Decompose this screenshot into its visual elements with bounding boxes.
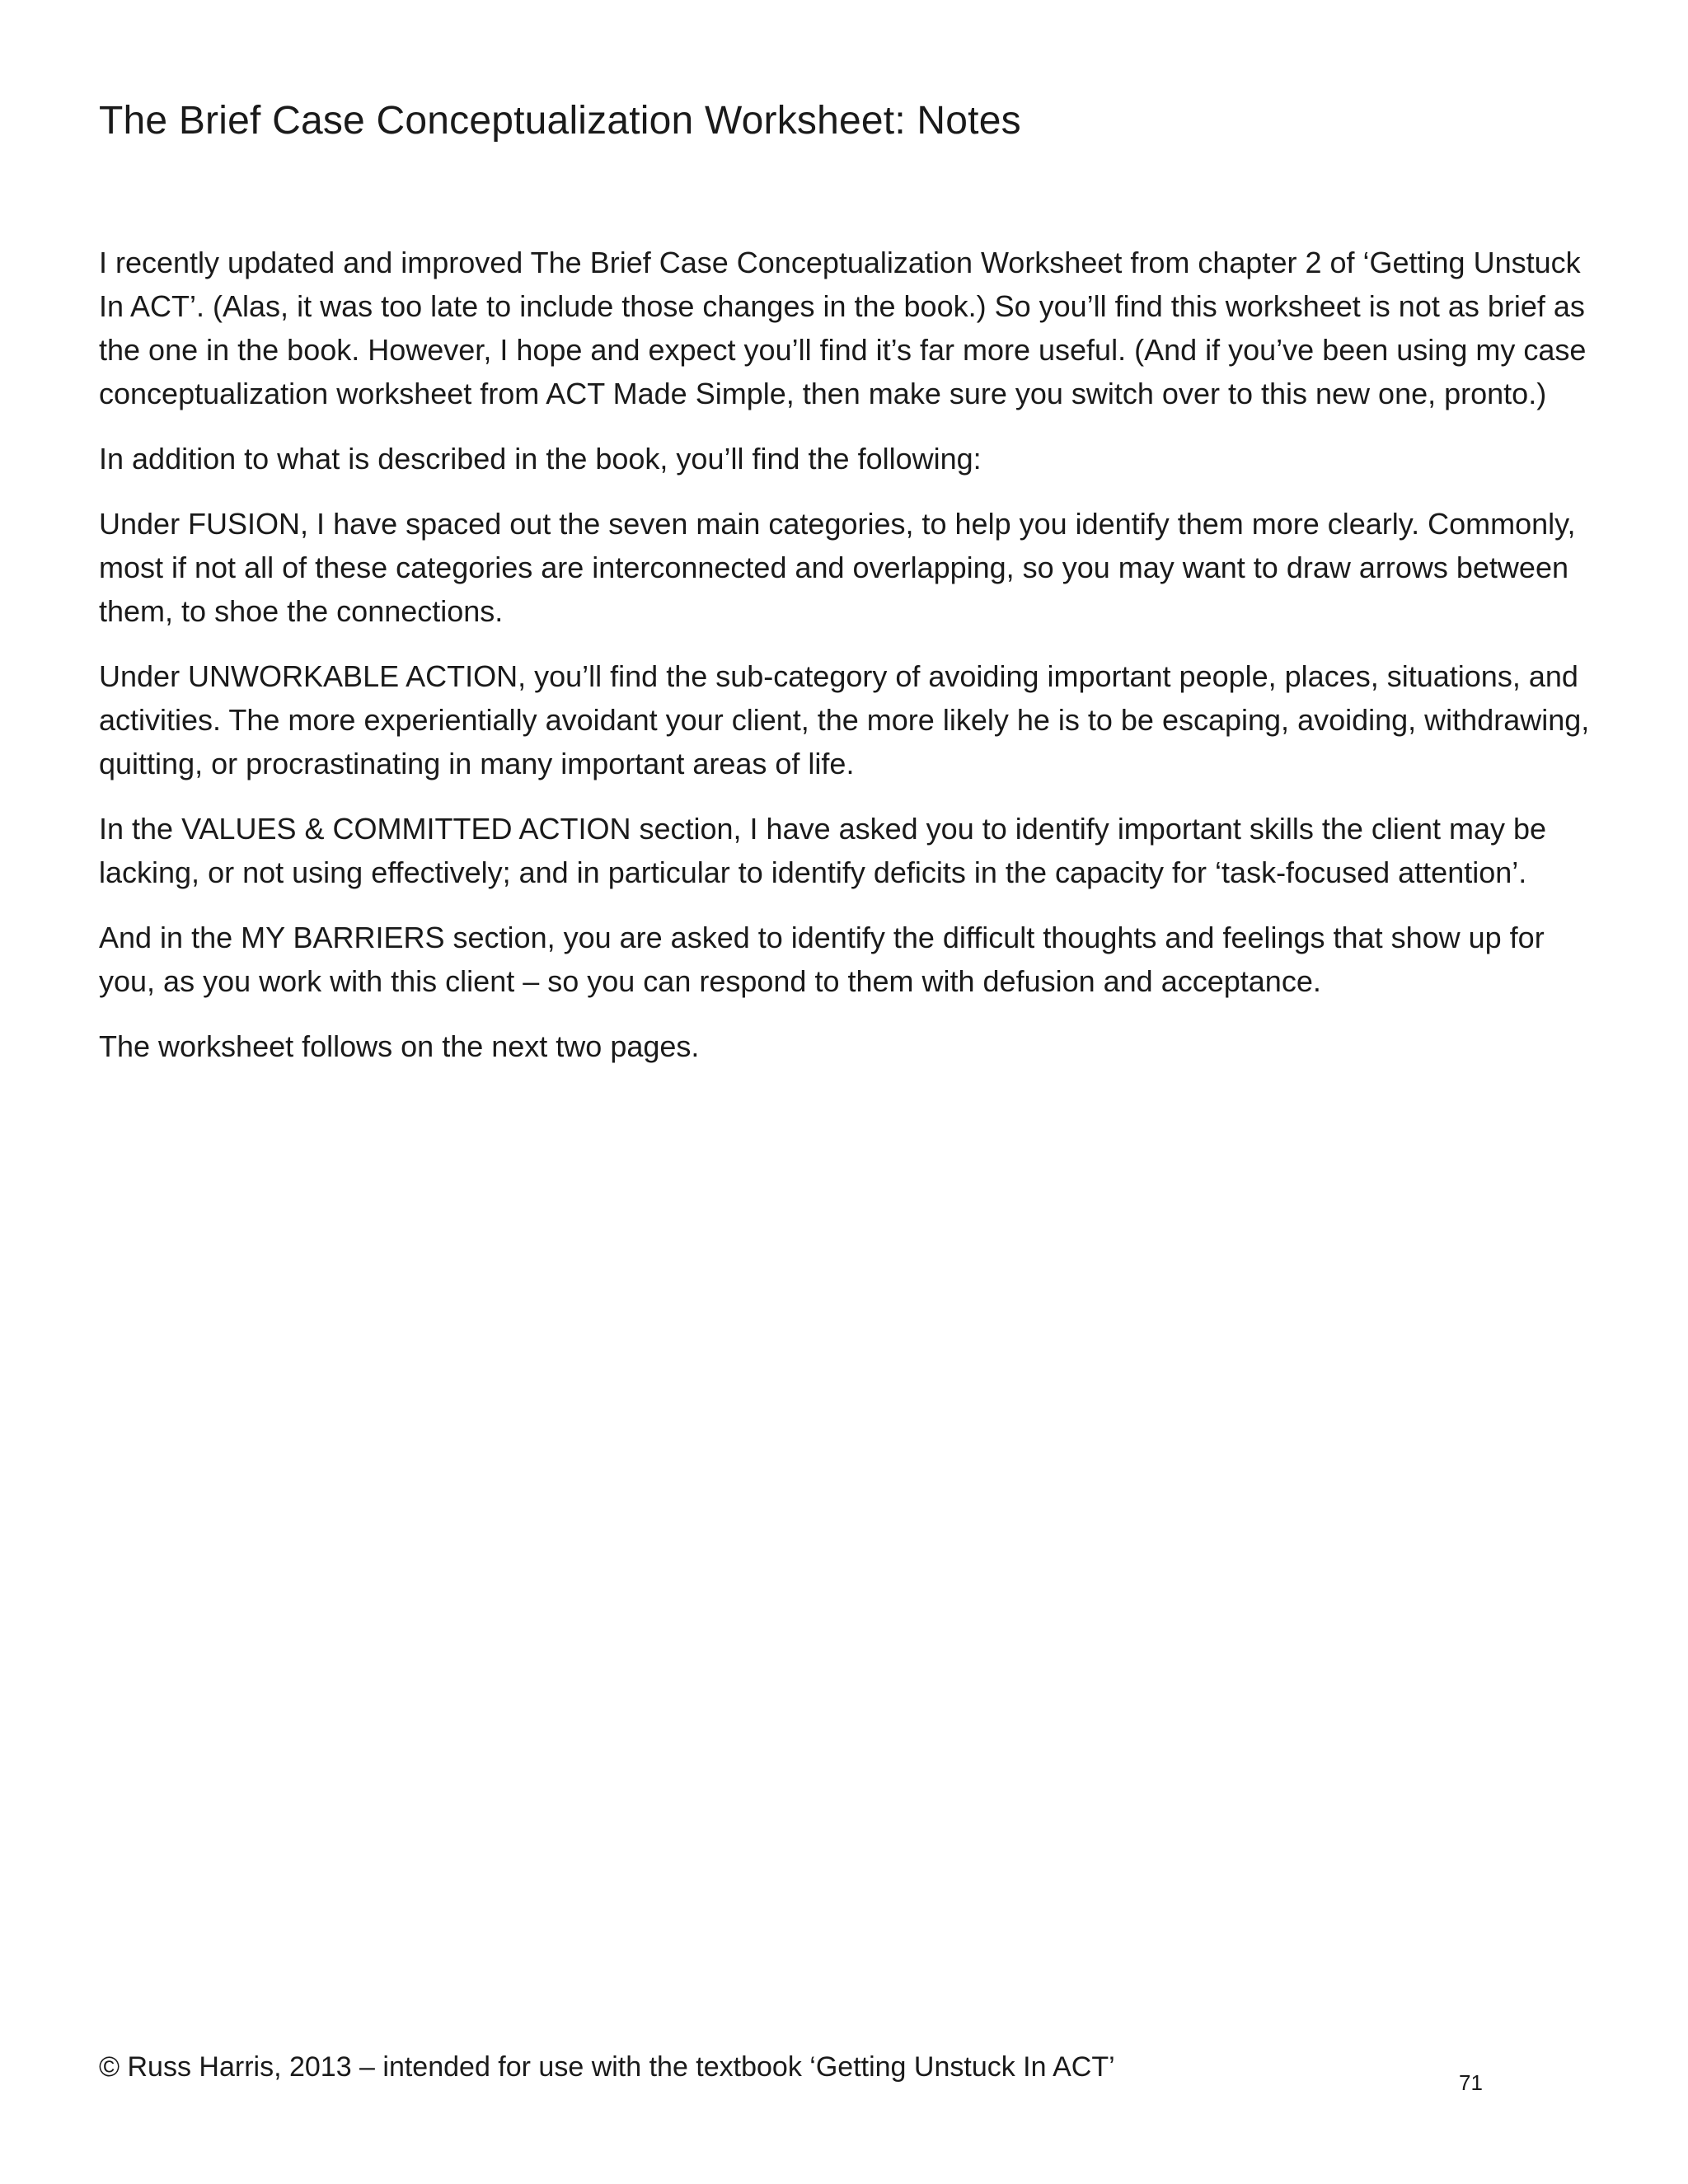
body-text xyxy=(99,241,1591,1090)
paragraph-intro: I recently updated and improved The Brief Case Conceptualization Worksheet from chapter 2 of ‘Getting Unstuck In ACT’. (Alas, it was too late to include those changes in the book.) So you’ll find this worksheet is not as brief as the one in the book. However, I hope and expect you’ll find it’s far more useful. (And if you’ve been using my case conceptualization worksheet from ACT Made Simple, then make sure you switch over to this new one, pronto.) xyxy=(99,246,1587,410)
page-title: The Brief Case Conceptualization Worksheet: Notes xyxy=(99,99,1021,143)
page-number: 71 xyxy=(1459,2070,1483,2095)
paragraph-addition: In addition to what is described in the book, you’ll find the following: xyxy=(99,442,982,476)
paragraph-unworkable-action: Under UNWORKABLE ACTION, you’ll find the sub-category of avoiding important people, places, situations, and activities. The more experientially avoidant your client, the more likely he is to be escaping, avoiding, withdrawing, quitting, or procrastinating in many important areas of life. xyxy=(99,659,1590,780)
paragraph-fusion: Under FUSION, I have spaced out the seven main categories, to help you identify them more clearly. Commonly, most if not all of these categories are interconnected and overlapping, so you may want to draw arrows between them, to shoe the connections. xyxy=(99,507,1576,628)
paragraph-worksheet-follows: The worksheet follows on the next two pages. xyxy=(99,1029,700,1063)
paragraph-my-barriers: And in the MY BARRIERS section, you are asked to identify the difficult thoughts and feelings that show up for you, as you work with this client – so you can respond to them with defusion and acceptance. xyxy=(99,921,1545,998)
paragraph-values-committed-action: In the VALUES & COMMITTED ACTION section, I have asked you to identify important skills the client may be lacking, or not using effectively; and in particular to identify deficits in the capacity for ‘task-focused attention’. xyxy=(99,812,1547,889)
copyright-footer: © Russ Harris, 2013 – intended for use with the textbook ‘Getting Unstuck In ACT’ xyxy=(99,2051,1115,2083)
